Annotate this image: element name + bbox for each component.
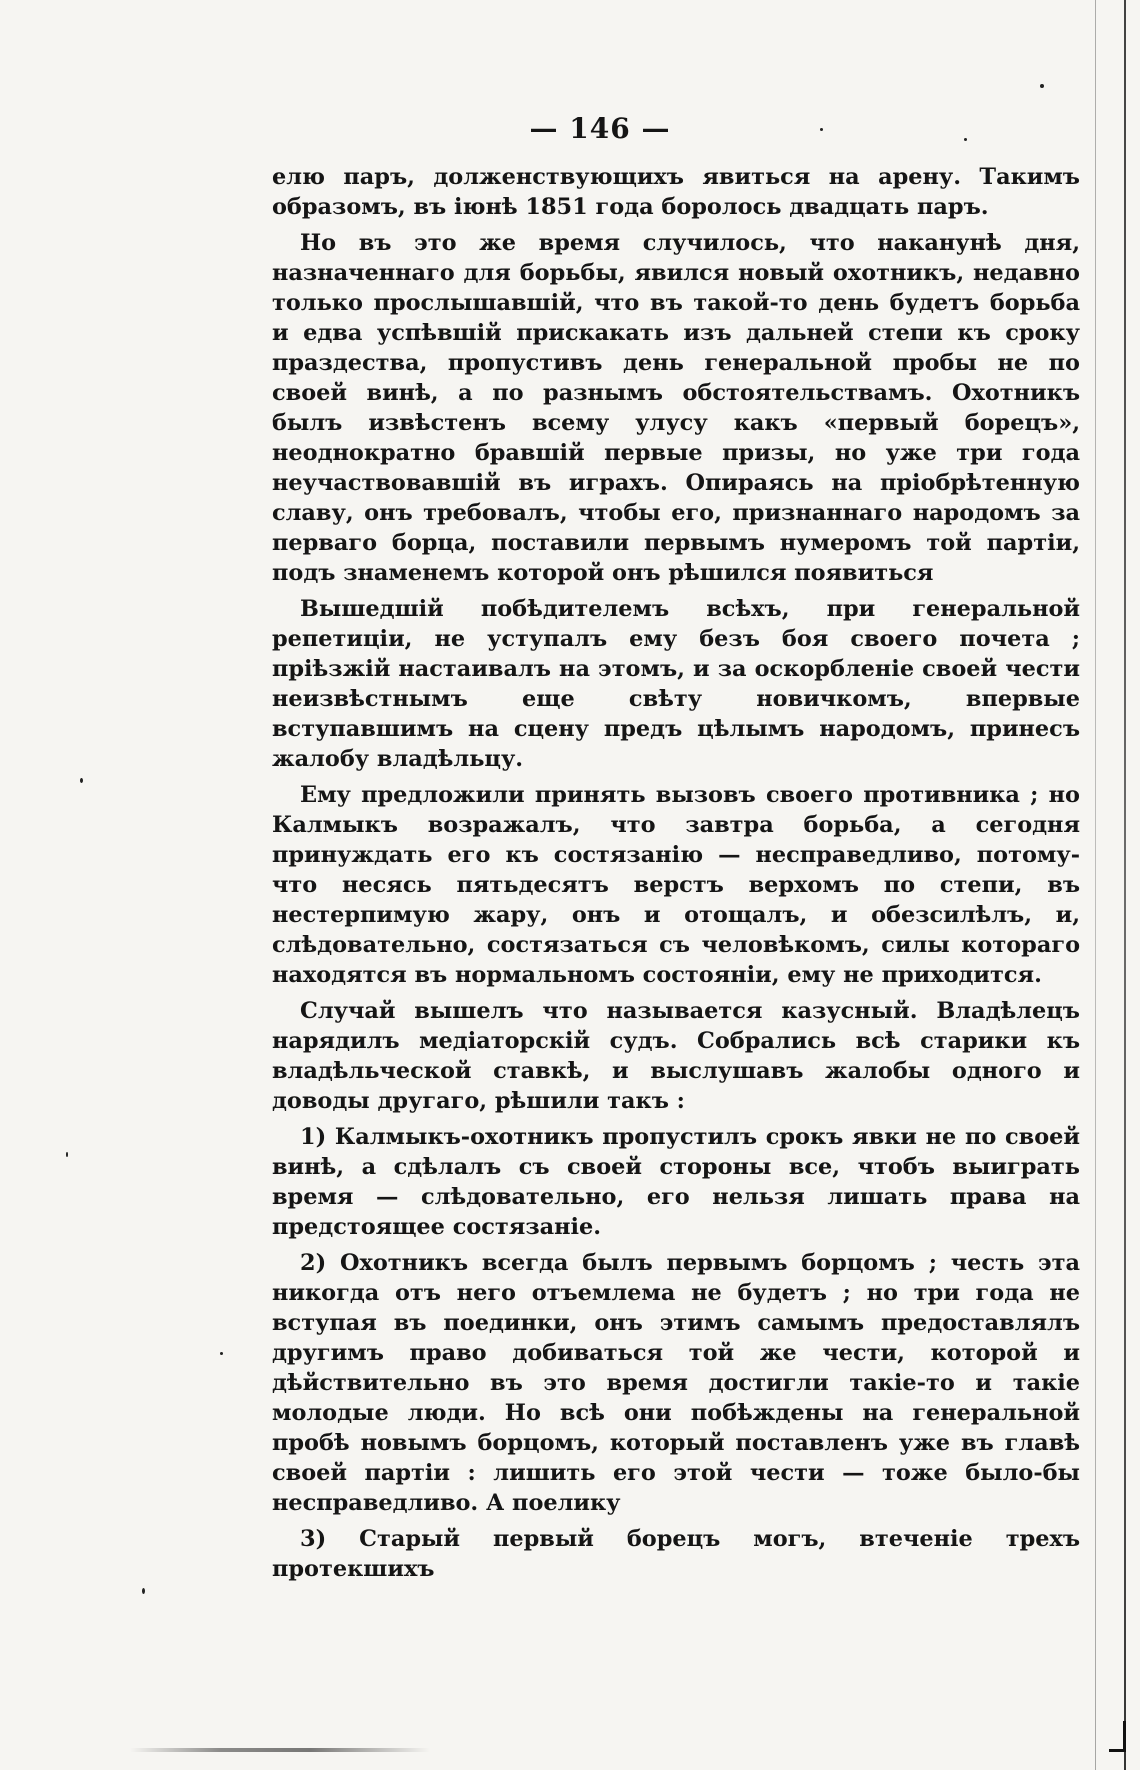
scan-speck xyxy=(66,1152,68,1157)
paragraph: 3) Старый первый борецъ могъ, втеченіе трехъ протекшихъ xyxy=(272,1526,1080,1582)
scan-speck xyxy=(220,1352,223,1355)
body-text xyxy=(272,162,1080,1590)
paragraph: Вышедшій побѣдителемъ всѣхъ, при генеральной репетиціи, не уступалъ ему безъ боя своего почета ; пріѣзжій настаивалъ на этомъ, и за оскорбленіе своей чести неизвѣстнымъ еще свѣту новичкомъ, впервые вступавшимъ на сцену предъ цѣлымъ народомъ, принесъ жалобу владѣльцу. xyxy=(272,596,1080,772)
scan-edge-line xyxy=(1124,0,1126,1770)
paragraph: Случай вышелъ что называется казусный. Владѣлецъ нарядилъ медіаторскій судъ. Собрались всѣ старики къ владѣльческой ставкѣ, и выслушавъ жалобы одного и доводы другаго, рѣшили такъ : xyxy=(272,998,1080,1114)
paragraph: 1) Калмыкъ-охотникъ пропустилъ срокъ явки не по своей винѣ, а сдѣлалъ съ своей стороны все, чтобъ выиграть время — слѣдовательно, его нельзя лишать права на предстоящее состязаніе. xyxy=(272,1124,1080,1240)
scan-smudge xyxy=(130,1748,430,1752)
page-number: — 146 — xyxy=(529,112,671,145)
scan-speck xyxy=(1040,84,1044,88)
scan-speck xyxy=(820,128,823,131)
paragraph: елю паръ, долженствующихъ явиться на арену. Такимъ образомъ, въ іюнѣ 1851 года боролось двадцать паръ. xyxy=(272,164,1080,220)
scan-edge-line-inner xyxy=(1095,0,1096,1770)
paragraph: Ему предложили принять вызовъ своего противника ; но Калмыкъ возражалъ, что завтра борьба, а сегодня принуждать его къ состязанію — несправедливо, потому-что несясь пятьдесятъ верстъ верхомъ по степи, въ нестерпимую жару, онъ и отощалъ, и обезсилѣлъ, и, слѣдовательно, состязаться съ человѣкомъ, силы котораго находятся въ нормальномъ состояніи, ему не приходится. xyxy=(272,782,1080,988)
paragraph: 2) Охотникъ всегда былъ первымъ борцомъ ; честь эта никогда отъ него отъемлема не будетъ ; но три года не вступая въ поединки, онъ этимъ самымъ предоставлялъ другимъ право добиваться той же чести, которой и дѣйствительно въ это время достигли такіе-то и такіе молодые люди. Но всѣ они побѣждены на генеральной пробѣ новымъ борцомъ, который поставленъ уже въ главѣ своей партіи : лишить его этой чести — тоже было-бы несправедливо. А поелику xyxy=(272,1250,1080,1516)
scan-speck xyxy=(964,138,967,141)
paragraph: Но въ это же время случилось, что наканунѣ дня, назначеннаго для борьбы, явился новый охотникъ, недавно только прослышавшій, что въ такой-то день будетъ борьба и едва успѣвшій прискакать изъ дальней степи къ сроку праздества, пропустивъ день генеральной пробы не по своей винѣ, а по разнымъ обстоятельствамъ. Охотникъ былъ извѣстенъ всему улусу какъ «первый борецъ», неоднократно бравшій первые призы, но уже три года неучаствовавшій въ играхъ. Опираясь на пріобрѣтенную славу, онъ требовалъ, чтобы его, признаннаго народомъ за перваго борца, поставили первымъ нумеромъ той партіи, подъ знаменемъ которой онъ рѣшился появиться xyxy=(272,230,1080,586)
scan-speck xyxy=(142,1588,145,1594)
scan-speck xyxy=(80,778,83,783)
scan-corner-mark xyxy=(1109,1721,1126,1752)
